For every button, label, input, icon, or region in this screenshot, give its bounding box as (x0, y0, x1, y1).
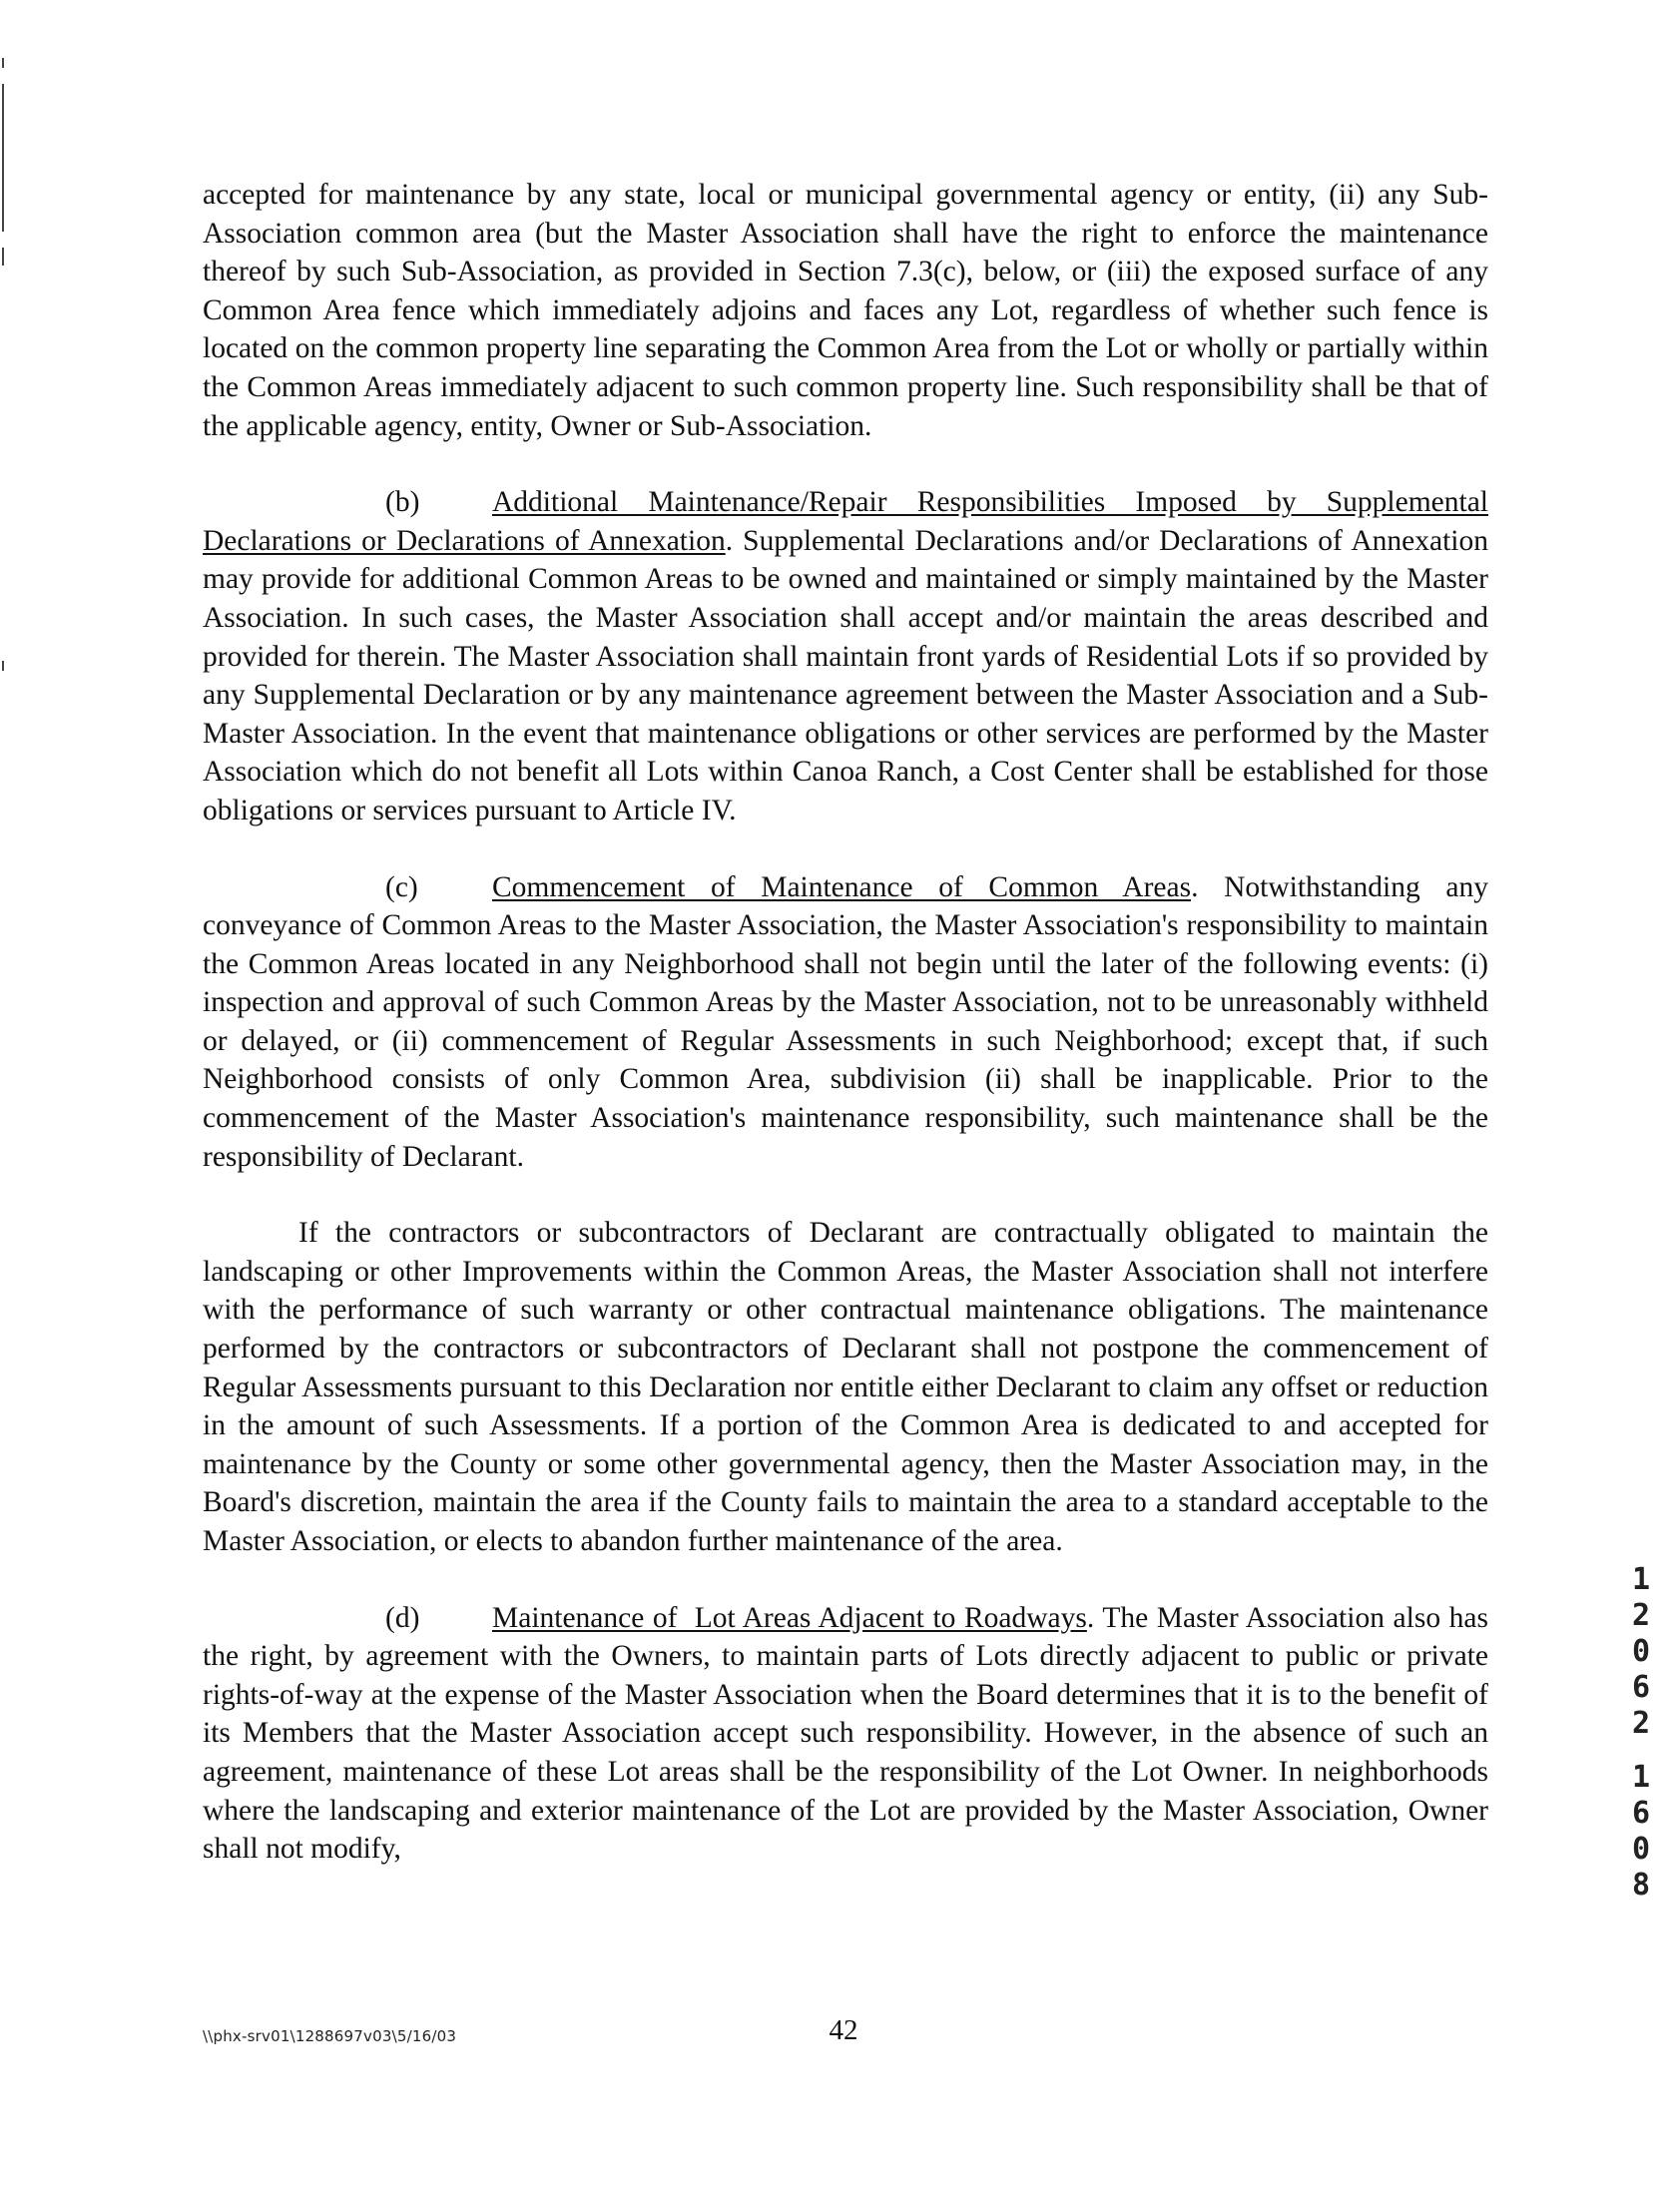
intro-paragraph: accepted for maintenance by any state, local or municipal governmental agency or entity, (ii) any Sub-Association common area (but the Master Association shall have the right to enforce the maintenance thereof by such Sub-Association, as provided in Section 7.3(c), below, or (iii) the exposed surface of any Common Area fence which immediately adjoins and faces any Lot, regardless of whether such fence is located on the common property line separating the Common Area from the Lot or wholly or partially within the Common Areas immediately adjacent to such common property line. Such responsibility shall be that of the applicable agency, entity, Owner or Sub-Association. (203, 179, 1488, 442)
section-c-text: . Notwithstanding any conveyance of Common Areas to the Master Association, the Master Association's responsibility to maintain the Common Areas located in any Neighborhood shall not begin until the later of the following events: (i) inspection and approval of such Common Areas by the Master Association, not to be unreasonably withheld or delayed, or (ii) commencement of Regular Assessments in such Neighborhood; except that, if such Neighborhood consists of only Common Area, subdivision (ii) shall be inapplicable. Prior to the commencement of the Master Association's maintenance responsibility, such maintenance shall be the responsibility of Declarant. (203, 870, 1488, 1173)
stamp-digit: 0 (1631, 1832, 1651, 1867)
section-b-heading: Additional Maintenance/Repair Responsibilities Imposed by Supplemental Declarations or Declarations of Annexation (203, 486, 1488, 557)
scan-edge-mark (2, 58, 4, 68)
contractors-paragraph: If the contractors or subcontractors of Declarant are contractually obligated to maintain the landscaping or other Improvements within the Common Areas, the Master Association shall not interfere with the performance of such warranty or other contractual maintenance obligations. The maintenance performed by the contractors or subcontractors of Declarant shall not postpone the commencement of Regular Assessments pursuant to this Declaration nor entitle either Declarant to claim any offset or reduction in the amount of such Assessments. If a portion of the Common Area is dedicated to and accepted for maintenance by the County or some other governmental agency, then the Master Association may, in the Board's discretion, maintain the area if the County fails to maintain the area to a standard acceptable to the Master Association, or elects to abandon further maintenance of the area. (203, 1217, 1488, 1557)
section-d-paragraph (203, 1599, 1488, 1869)
recording-number-stamp (1621, 1562, 1661, 1904)
section-d-label: (d) (385, 1601, 420, 1634)
section-d-heading: Maintenance of Lot Areas Adjacent to Roadways (492, 1601, 1087, 1634)
scan-edge-mark (2, 84, 4, 232)
section-b-text: . Supplemental Declarations and/or Declarations of Annexation may provide for additional Common Areas to be owned and maintained or simply maintained by the Master Association. In such cases, the Master Association shall accept and/or maintain the areas described and provided for therein. The Master Association shall maintain front yards of Residential Lots if so provided by any Supplemental Declaration or by any maintenance agreement between the Master Association and a Sub-Master Association. In the event that maintenance obligations or other services are performed by the Master Association which do not benefit all Lots within Canoa Ranch, a Cost Center shall be established for those obligations or services pursuant to Article IV. (203, 524, 1488, 826)
document-body (203, 176, 1488, 1869)
scan-edge-mark (2, 661, 4, 671)
stamp-gap (1621, 1742, 1661, 1760)
stamp-digit: 1 (1631, 1760, 1651, 1795)
stamp-digit: 6 (1631, 1670, 1651, 1705)
stamp-digit: 2 (1631, 1598, 1651, 1633)
footer-file-path: \\phx-srv01\1288697v03\5/16/03 (203, 2027, 457, 2045)
section-b-label: (b) (385, 486, 420, 519)
stamp-digit: 2 (1631, 1706, 1651, 1741)
stamp-digit: 0 (1631, 1634, 1651, 1669)
section-b-paragraph (203, 483, 1488, 829)
page-number: 42 (829, 2014, 858, 2046)
stamp-digit: 8 (1631, 1868, 1651, 1903)
stamp-digit: 1 (1631, 1562, 1651, 1597)
section-d-text: . The Master Association also has the right, by agreement with the Owners, to maintain parts of Lots directly adjacent to public or private rights-of-way at the expense of the Master Association when the Board determines that it is to the benefit of its Members that the Master Association accept such responsibility. However, in the absence of such an agreement, maintenance of these Lot areas shall be the responsibility of the Lot Owner. In neighborhoods where the landscaping and exterior maintenance of the Lot are provided by the Master Association, Owner shall not modify, (203, 1601, 1488, 1866)
section-c-label: (c) (385, 870, 418, 903)
scan-edge-mark (2, 248, 4, 266)
stamp-digit: 6 (1631, 1796, 1651, 1831)
section-c-heading: Commencement of Maintenance of Common Areas (492, 870, 1192, 903)
section-c-paragraph (203, 868, 1488, 1177)
